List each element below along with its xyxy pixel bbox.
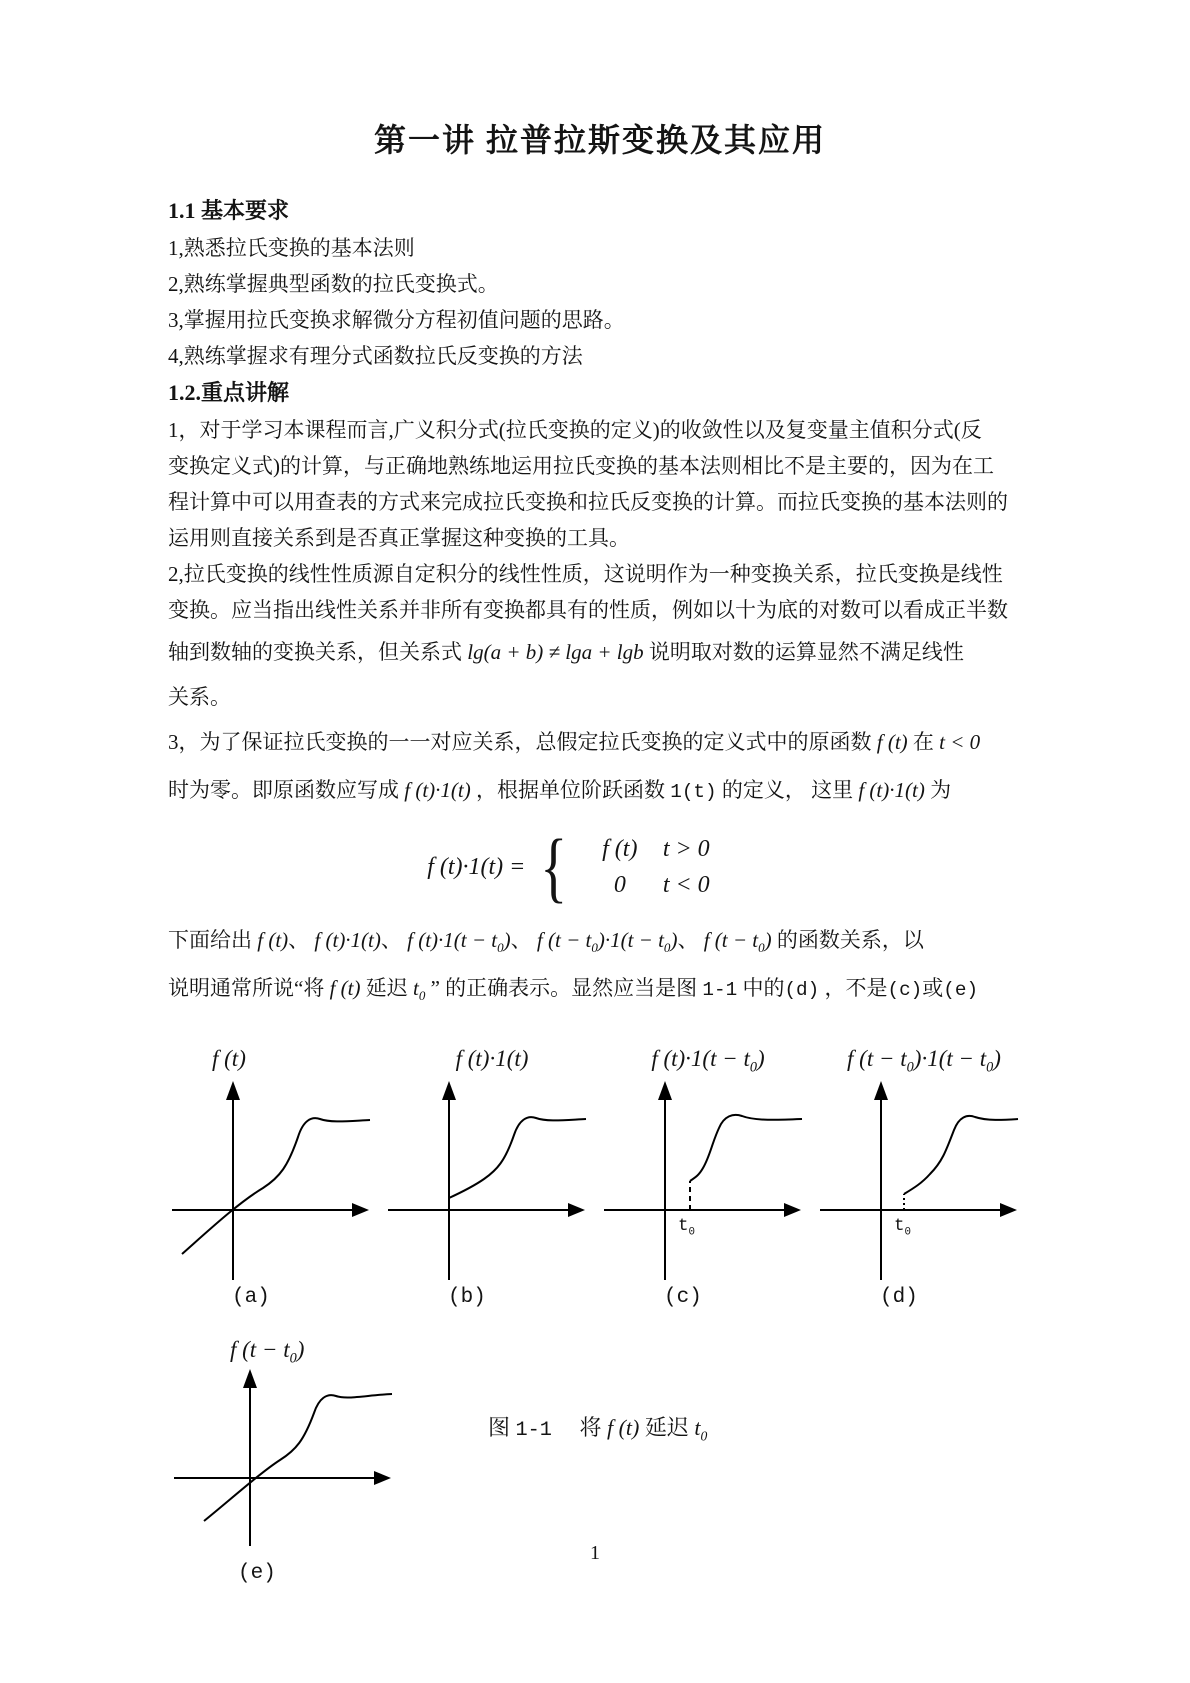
y-axis-arrow [658, 1081, 672, 1100]
graph-e-label: f ($t - t_0$ ) [230, 1337, 305, 1367]
formula-case-2-cond: t < 0 [662, 872, 710, 898]
x-axis-arrow [352, 1203, 369, 1217]
curve [204, 1394, 392, 1521]
y-axis-arrow [226, 1081, 240, 1100]
piecewise-formula [168, 824, 992, 910]
requirement-item-4: 4,熟练掌握求有理分式函数拉氏反变换的方法 [168, 344, 583, 368]
graph-a-label: f (t) [212, 1046, 246, 1071]
formula-case-2-expr: 0 [613, 872, 626, 898]
paragraph-2-line-3: 轴到数轴的变换关系，但关系式 lg(a + b) ≠ lga + lgb 说明取对数的运算显然不满足线性 [168, 640, 964, 664]
y-axis-arrow [442, 1081, 456, 1100]
graph-c-svg [600, 1074, 810, 1284]
curve [904, 1116, 1018, 1194]
paragraph-1-line-1: 1，对于学习本课程而言,广义积分式(拉氏变换的定义)的收敛性以及复变量主值积分式(反 [168, 418, 982, 442]
graph-c-t0-label: $t_0$ [678, 1216, 695, 1239]
graph-b-plot [384, 1074, 600, 1284]
graph-e-caption: (e) [238, 1562, 276, 1585]
paragraph-2-line-2: 变换。应当指出线性关系并非所有变换都具有的性质，例如以十为底的对数可以看成正半数 [168, 598, 1008, 622]
paragraph-4-line-2: 说明通常所说“将 f (t) 延迟 $t_0$ ” 的正确表示。显然应当是图 1-1 中的(d) ，不是(c)或(e) [168, 976, 979, 1004]
page-title: 第一讲 拉普拉斯变换及其应用 [373, 122, 826, 158]
graph-a-caption: (a) [232, 1286, 270, 1309]
x-axis-arrow [784, 1203, 801, 1217]
paragraph-2-line-4: 关系。 [168, 685, 231, 709]
requirement-item-2: 2,熟练掌握典型函数的拉氏变换式。 [168, 272, 499, 296]
section-1-1-heading: 1.1 基本要求 [168, 198, 290, 223]
figure-graph-b [384, 1028, 600, 1309]
formula-case-2 [577, 867, 733, 903]
paragraph-2-line-1: 2,拉氏变换的线性性质源自定积分的线性性质，这说明作为一种变换关系，拉氏变换是线性 [168, 562, 1003, 586]
requirement-item-1: 1,熟悉拉氏变换的基本法则 [168, 236, 415, 260]
curve [182, 1118, 370, 1254]
graph-a-svg [168, 1074, 378, 1284]
graph-d-plot [816, 1074, 1032, 1284]
graph-d-svg [816, 1074, 1026, 1284]
graph-a-plot [168, 1074, 384, 1284]
formula-cases [577, 831, 733, 903]
paragraph-1-line-4: 运用则直接关系到是否真正掌握这种变换的工具。 [168, 526, 630, 550]
paragraph-1-line-2: 变换定义式)的计算，与正确地熟练地运用拉氏变换的基本法则相比不是主要的，因为在工 [168, 454, 994, 478]
y-axis-arrow [874, 1081, 888, 1100]
figure-graph-a [168, 1028, 384, 1309]
requirement-item-3: 3,掌握用拉氏变换求解微分方程初值问题的思路。 [168, 308, 625, 332]
graph-e-svg [168, 1363, 408, 1548]
figure-graph-c [600, 1028, 816, 1309]
formula-case-1 [577, 831, 733, 867]
formula-case-1-expr: f (t) [602, 836, 638, 862]
figure-graph-d [816, 1028, 1032, 1309]
paragraph-1-line-3: 程计算中可以用查表的方式来完成拉氏变换和拉氏反变换的计算。而拉氏变换的基本法则的 [168, 490, 1008, 514]
paragraph-3-line-1: 3，为了保证拉氏变换的一一对应关系，总假定拉氏变换的定义式中的原函数 f (t) 在 t < 0 [168, 730, 981, 754]
formula-case-1-cond: t > 0 [662, 836, 710, 862]
graph-c-label: f $(t)\cdot 1(t - t_0$ ) [651, 1046, 765, 1076]
page-number: 1 [590, 1542, 600, 1564]
paragraph-3-line-2: 时为零。即原函数应写成 f (t)·1(t) ，根据单位阶跃函数 1(t) 的定义， 这里 f (t)·1(t) 为 [168, 778, 952, 803]
x-axis-arrow [1000, 1203, 1017, 1217]
formula-brace: { [540, 823, 568, 910]
graph-d-caption: (d) [880, 1286, 918, 1309]
graph-b-svg [384, 1074, 594, 1284]
graph-b-caption: (b) [448, 1286, 486, 1309]
graph-d-label: f ($t - t_0$ )$\cdot 1(t - t_0$ ) [847, 1046, 1001, 1076]
graph-e-plot [168, 1363, 418, 1548]
curve [449, 1117, 586, 1198]
formula-lhs: f (t)·1(t) = [427, 853, 526, 880]
graph-c-caption: (c) [664, 1286, 702, 1309]
graph-c-plot [600, 1074, 816, 1284]
x-axis-arrow [568, 1203, 585, 1217]
x-axis-arrow [374, 1471, 391, 1485]
figure-caption: 图 1-1 将 f (t) 延迟 $t_0$ [488, 1415, 708, 1444]
paragraph-4-line-1: 下面给出 f (t)、 f (t)·1(t)、 f $(t)\cdot 1(t - t_0)$、 f $(t - t_0)\cdot 1(t - t_0)$、 f $(t - t_0)$ 的函数关系，以 [168, 928, 924, 956]
curve [690, 1115, 802, 1181]
section-1-2-heading: 1.2.重点讲解 [168, 380, 290, 405]
y-axis-arrow [243, 1369, 257, 1388]
graph-d-t0-label: $t_0$ [894, 1216, 911, 1239]
figure-1-1-top-row [168, 1028, 1032, 1309]
graph-b-label: f (t)·1(t) [455, 1046, 529, 1071]
